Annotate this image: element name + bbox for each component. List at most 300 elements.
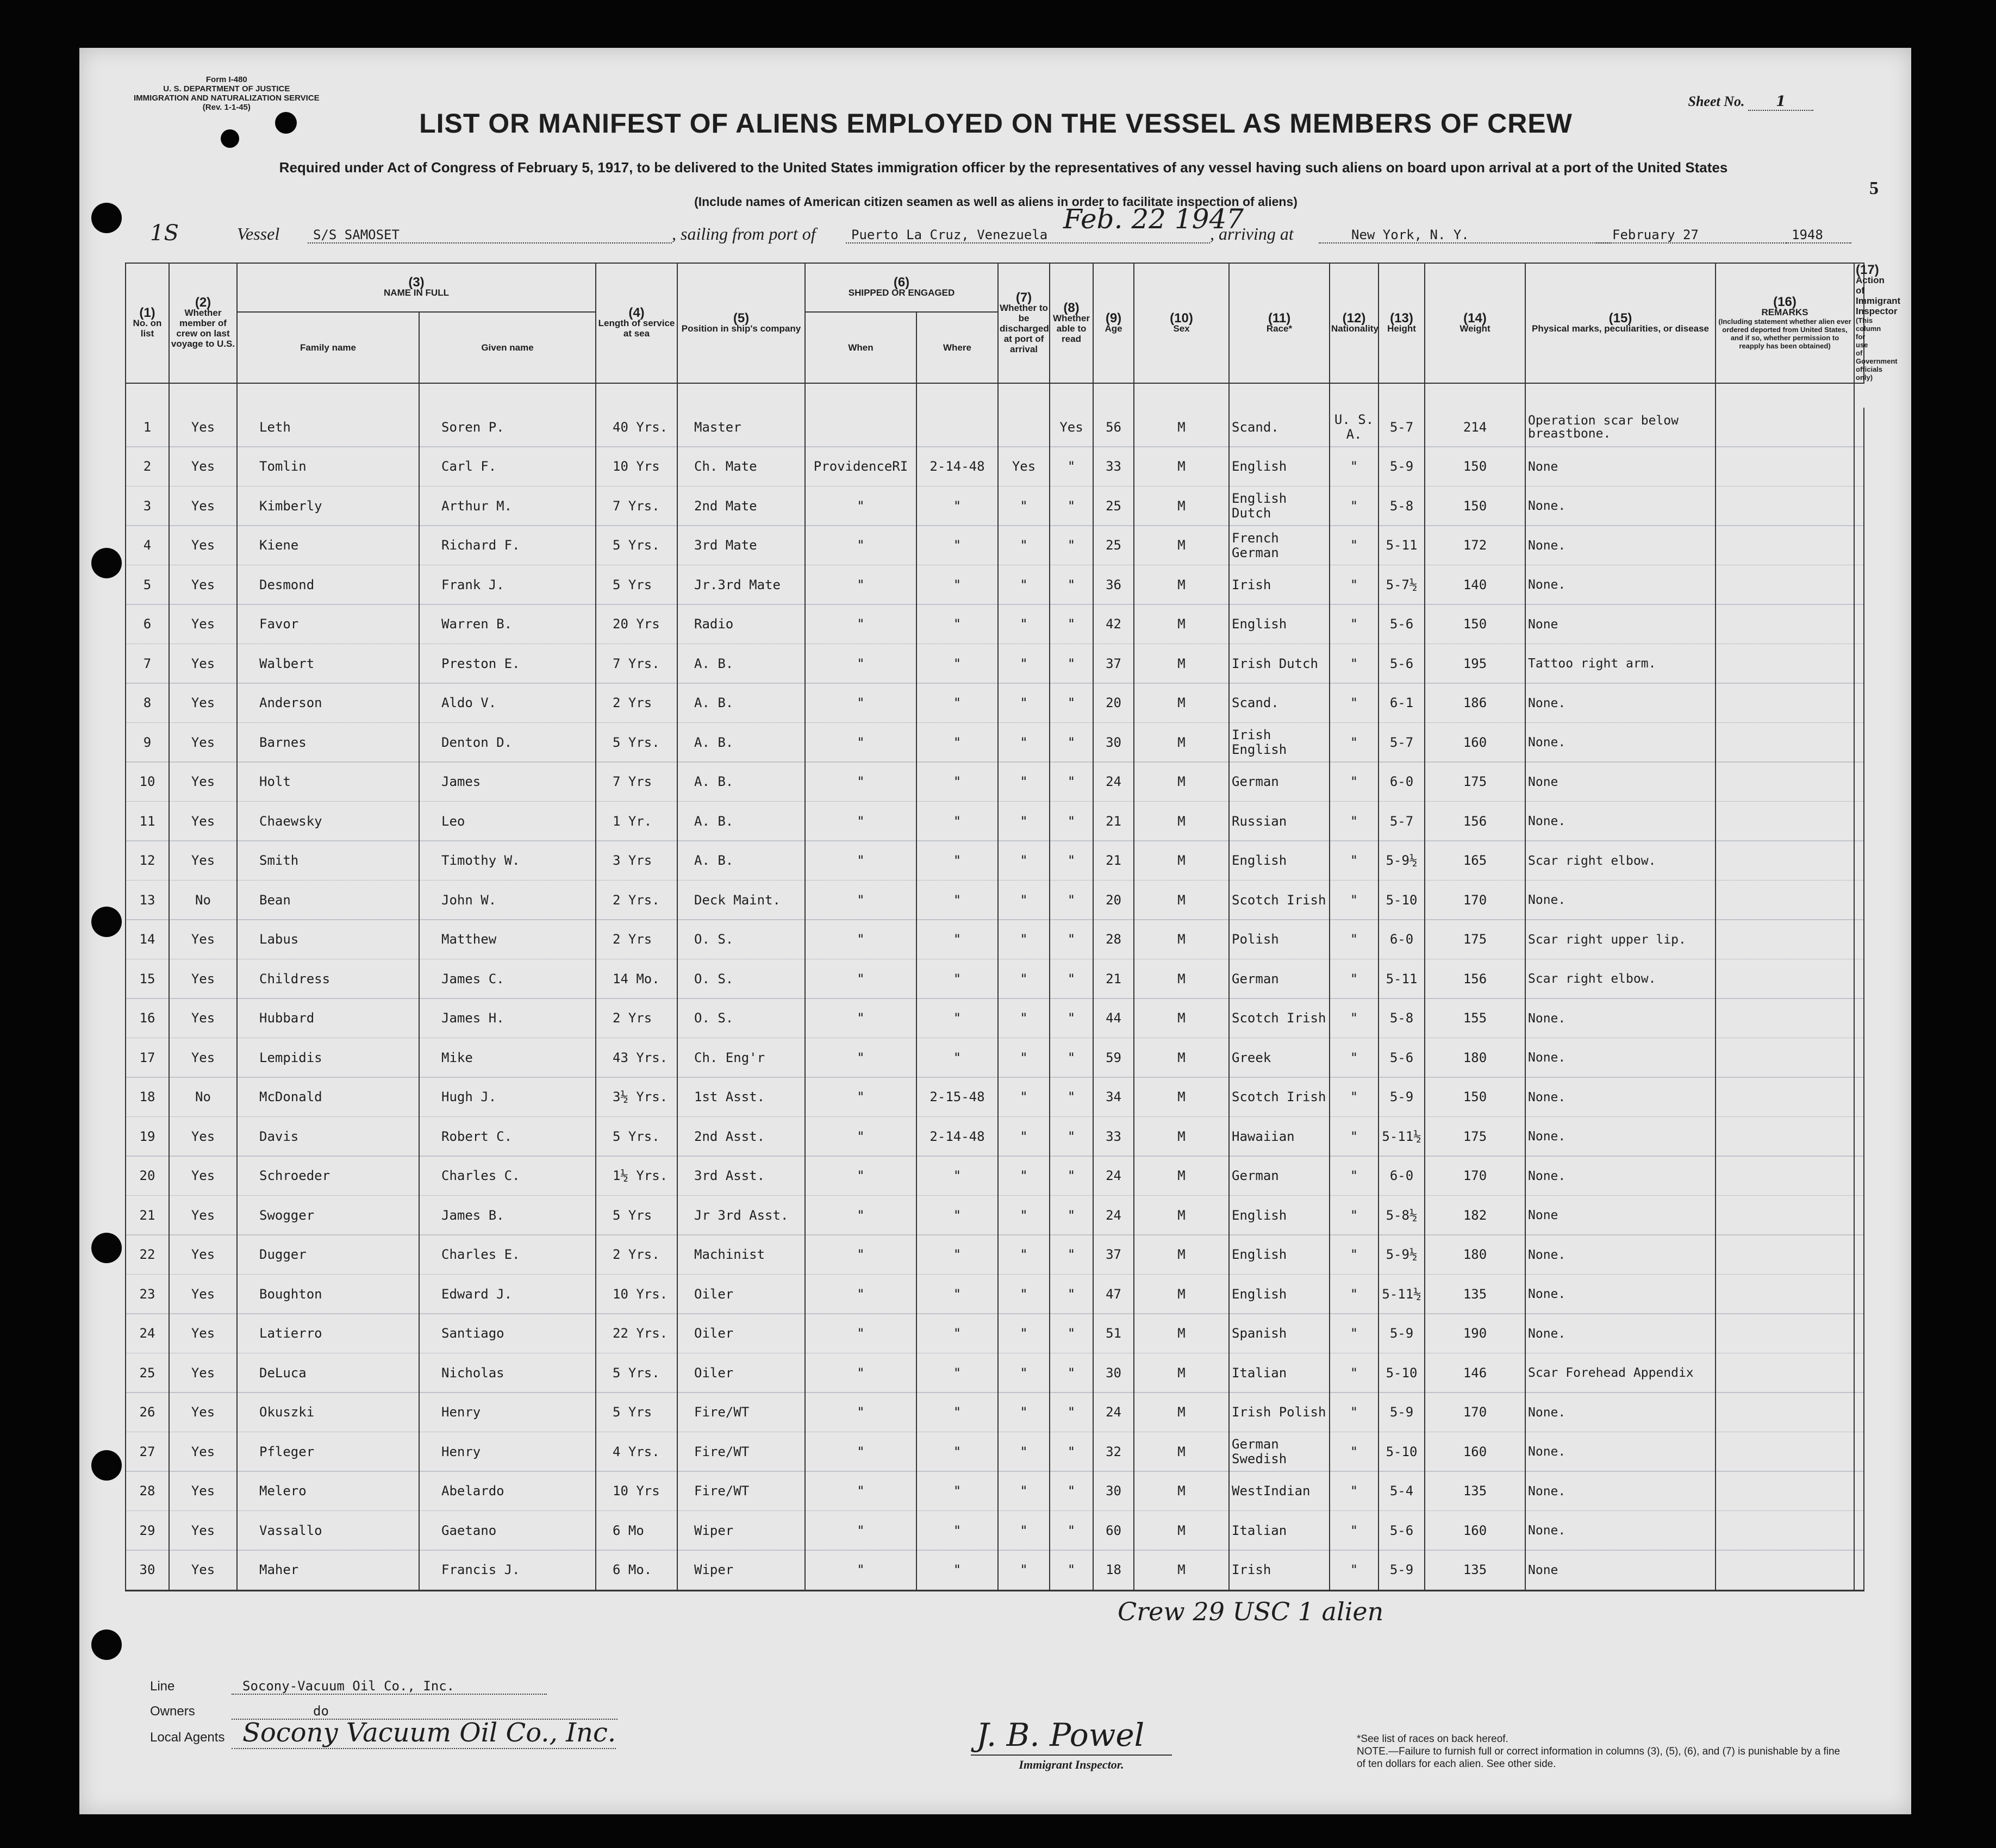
position-cell: Radio bbox=[677, 605, 805, 645]
position-cell: Oiler bbox=[677, 1314, 805, 1354]
nationality-cell: U. S. A. bbox=[1330, 408, 1379, 447]
to-be-discharged-cell: " bbox=[998, 1353, 1050, 1393]
able-to-read-cell: " bbox=[1050, 723, 1093, 763]
remarks-cell bbox=[1716, 486, 1854, 526]
age-cell: 24 bbox=[1093, 1157, 1134, 1196]
inspector-action-cell bbox=[1854, 841, 1864, 881]
punch-hole bbox=[91, 1630, 122, 1660]
sex-cell: M bbox=[1134, 1235, 1229, 1275]
race-cell: Hawaiian bbox=[1229, 1117, 1330, 1157]
height-cell: 5-10 bbox=[1379, 881, 1425, 920]
given-name-cell: James B. bbox=[419, 1196, 596, 1235]
table-row bbox=[126, 763, 1864, 802]
height-cell: 5-9½ bbox=[1379, 841, 1425, 881]
crew-manifest-table bbox=[125, 263, 1901, 1591]
able-to-read-cell: " bbox=[1050, 1432, 1093, 1472]
length-of-service-cell: 2 Yrs bbox=[596, 999, 677, 1039]
able-to-read-cell: " bbox=[1050, 1117, 1093, 1157]
position-cell: Jr 3rd Asst. bbox=[677, 1196, 805, 1235]
race-cell: Italian bbox=[1229, 1511, 1330, 1551]
position-cell: 1st Asst. bbox=[677, 1078, 805, 1117]
shipped-where-cell: " bbox=[916, 644, 998, 684]
line-label: Line bbox=[150, 1679, 175, 1694]
race-cell: English bbox=[1229, 1275, 1330, 1314]
sex-cell: M bbox=[1134, 1551, 1229, 1591]
col-header-remarks: (16) REMARKS (Including statement whether alien ever ordered deported from United States, and if so, whether permission to reapply has been obtained) bbox=[1716, 263, 1854, 383]
given-name-cell: Henry bbox=[419, 1393, 596, 1433]
col-header-race: (11) Race* bbox=[1229, 263, 1330, 383]
nationality-cell: " bbox=[1330, 959, 1379, 999]
height-cell: 5-8 bbox=[1379, 999, 1425, 1039]
shipped-when-cell: " bbox=[805, 605, 916, 645]
given-name-cell: Santiago bbox=[419, 1314, 596, 1354]
family-name-cell: Kiene bbox=[237, 526, 419, 566]
to-be-discharged-cell: " bbox=[998, 920, 1050, 960]
last-voyage-cell: Yes bbox=[169, 408, 237, 447]
position-cell: A. B. bbox=[677, 723, 805, 763]
col-header-sex: (10) Sex bbox=[1134, 263, 1229, 383]
physical-marks-cell: None. bbox=[1525, 565, 1716, 605]
weight-cell: 140 bbox=[1425, 565, 1525, 605]
position-cell: 2nd Asst. bbox=[677, 1117, 805, 1157]
shipped-when-cell: " bbox=[805, 802, 916, 841]
position-cell: Wiper bbox=[677, 1551, 805, 1591]
table-row bbox=[126, 1196, 1864, 1235]
length-of-service-cell: 2 Yrs bbox=[596, 684, 677, 723]
physical-marks-cell: None bbox=[1525, 605, 1716, 645]
row-number-cell: 28 bbox=[126, 1472, 169, 1512]
remarks-cell bbox=[1716, 841, 1854, 881]
shipped-when-cell: " bbox=[805, 1393, 916, 1433]
age-cell: 37 bbox=[1093, 644, 1134, 684]
col-header-marks: (15) Physical marks, peculiarities, or disease bbox=[1525, 263, 1716, 383]
shipped-when-cell: " bbox=[805, 1275, 916, 1314]
sex-cell: M bbox=[1134, 605, 1229, 645]
able-to-read-cell: " bbox=[1050, 841, 1093, 881]
given-name-cell: Richard F. bbox=[419, 526, 596, 566]
age-cell: 42 bbox=[1093, 605, 1134, 645]
shipped-when-cell: " bbox=[805, 1157, 916, 1196]
table-row bbox=[126, 447, 1864, 487]
able-to-read-cell: " bbox=[1050, 959, 1093, 999]
table-row bbox=[126, 1432, 1864, 1472]
row-number-cell: 17 bbox=[126, 1038, 169, 1078]
inspector-action-cell bbox=[1854, 644, 1864, 684]
last-voyage-cell: Yes bbox=[169, 1472, 237, 1512]
punch-hole bbox=[91, 1233, 122, 1263]
weight-cell: 160 bbox=[1425, 1432, 1525, 1472]
height-cell: 5-7 bbox=[1379, 408, 1425, 447]
shipped-when-cell: " bbox=[805, 1551, 916, 1591]
weight-cell: 150 bbox=[1425, 1078, 1525, 1117]
able-to-read-cell: " bbox=[1050, 1551, 1093, 1591]
weight-cell: 156 bbox=[1425, 959, 1525, 999]
position-cell: Oiler bbox=[677, 1275, 805, 1314]
to-be-discharged-cell: " bbox=[998, 802, 1050, 841]
able-to-read-cell: " bbox=[1050, 605, 1093, 645]
table-row bbox=[126, 1511, 1864, 1551]
race-cell: English bbox=[1229, 1235, 1330, 1275]
physical-marks-cell: Scar right upper lip. bbox=[1525, 920, 1716, 960]
age-cell: 24 bbox=[1093, 763, 1134, 802]
age-cell: 59 bbox=[1093, 1038, 1134, 1078]
sex-cell: M bbox=[1134, 486, 1229, 526]
weight-cell: 155 bbox=[1425, 999, 1525, 1039]
nationality-cell: " bbox=[1330, 1472, 1379, 1512]
last-voyage-cell: Yes bbox=[169, 1314, 237, 1354]
last-voyage-cell: Yes bbox=[169, 447, 237, 487]
last-voyage-cell: Yes bbox=[169, 565, 237, 605]
to-be-discharged-cell: " bbox=[998, 605, 1050, 645]
sex-cell: M bbox=[1134, 881, 1229, 920]
position-cell: 3rd Asst. bbox=[677, 1157, 805, 1196]
last-voyage-cell: Yes bbox=[169, 526, 237, 566]
family-name-cell: Davis bbox=[237, 1117, 419, 1157]
sex-cell: M bbox=[1134, 802, 1229, 841]
race-cell: English bbox=[1229, 605, 1330, 645]
given-name-cell: James bbox=[419, 763, 596, 802]
physical-marks-cell: Scar right elbow. bbox=[1525, 841, 1716, 881]
row-number-cell: 22 bbox=[126, 1235, 169, 1275]
race-cell: English bbox=[1229, 447, 1330, 487]
physical-marks-cell: None bbox=[1525, 763, 1716, 802]
table-row bbox=[126, 644, 1864, 684]
physical-marks-cell: Scar right elbow. bbox=[1525, 959, 1716, 999]
page-number: 5 bbox=[1869, 178, 1879, 198]
sex-cell: M bbox=[1134, 1432, 1229, 1472]
family-name-cell: Boughton bbox=[237, 1275, 419, 1314]
remarks-cell bbox=[1716, 1353, 1854, 1393]
inspector-action-cell bbox=[1854, 959, 1864, 999]
col-header-when: When bbox=[805, 312, 916, 383]
nationality-cell: " bbox=[1330, 447, 1379, 487]
to-be-discharged-cell: " bbox=[998, 1078, 1050, 1117]
sex-cell: M bbox=[1134, 1196, 1229, 1235]
handwritten-date: Feb. 22 1947 bbox=[1063, 203, 1244, 235]
shipped-when-cell: ProvidenceRI bbox=[805, 447, 916, 487]
col-header-read: (8) Whether able to read bbox=[1050, 263, 1093, 383]
height-cell: 5-6 bbox=[1379, 1511, 1425, 1551]
inspector-action-cell bbox=[1854, 1551, 1864, 1591]
height-cell: 5-9 bbox=[1379, 1078, 1425, 1117]
age-cell: 25 bbox=[1093, 526, 1134, 566]
row-number-cell: 10 bbox=[126, 763, 169, 802]
able-to-read-cell: " bbox=[1050, 684, 1093, 723]
remarks-cell bbox=[1716, 723, 1854, 763]
row-number-cell: 26 bbox=[126, 1393, 169, 1433]
nationality-cell: " bbox=[1330, 644, 1379, 684]
height-cell: 5-6 bbox=[1379, 644, 1425, 684]
able-to-read-cell: " bbox=[1050, 763, 1093, 802]
race-cell: English bbox=[1229, 1196, 1330, 1235]
remarks-cell bbox=[1716, 959, 1854, 999]
height-cell: 5-8 bbox=[1379, 486, 1425, 526]
weight-cell: 182 bbox=[1425, 1196, 1525, 1235]
race-cell: Polish bbox=[1229, 920, 1330, 960]
vessel-mark: 1S bbox=[150, 221, 179, 246]
given-name-cell: Matthew bbox=[419, 920, 596, 960]
row-number-cell: 8 bbox=[126, 684, 169, 723]
position-cell: 3rd Mate bbox=[677, 526, 805, 566]
to-be-discharged-cell: " bbox=[998, 999, 1050, 1039]
race-cell: German Swedish bbox=[1229, 1432, 1330, 1472]
to-be-discharged-cell: " bbox=[998, 1157, 1050, 1196]
family-name-cell: Bean bbox=[237, 881, 419, 920]
race-cell: Scotch Irish bbox=[1229, 999, 1330, 1039]
shipped-where-cell: " bbox=[916, 841, 998, 881]
shipped-where-cell bbox=[916, 408, 998, 447]
owners-value: do bbox=[232, 1703, 617, 1720]
sheet-number-value: 1 bbox=[1748, 93, 1813, 111]
weight-cell: 175 bbox=[1425, 1117, 1525, 1157]
last-voyage-cell: Yes bbox=[169, 920, 237, 960]
nationality-cell: " bbox=[1330, 486, 1379, 526]
footnotes bbox=[1357, 1733, 1846, 1770]
arrival-year: 1948 bbox=[1786, 227, 1851, 244]
age-cell: 25 bbox=[1093, 486, 1134, 526]
able-to-read-cell: " bbox=[1050, 999, 1093, 1039]
family-name-cell: Holt bbox=[237, 763, 419, 802]
position-cell: Jr.3rd Mate bbox=[677, 565, 805, 605]
to-be-discharged-cell: " bbox=[998, 723, 1050, 763]
form-number: Form I-480 bbox=[205, 75, 247, 84]
last-voyage-cell: Yes bbox=[169, 1393, 237, 1433]
row-number-cell: 15 bbox=[126, 959, 169, 999]
inspector-action-cell bbox=[1854, 605, 1864, 645]
to-be-discharged-cell: " bbox=[998, 1314, 1050, 1354]
agents-value: Socony Vacuum Oil Co., Inc. bbox=[232, 1718, 616, 1749]
position-cell: O. S. bbox=[677, 999, 805, 1039]
length-of-service-cell: 5 Yrs. bbox=[596, 1353, 677, 1393]
last-voyage-cell: No bbox=[169, 881, 237, 920]
to-be-discharged-cell: " bbox=[998, 1275, 1050, 1314]
table-row bbox=[126, 920, 1864, 960]
given-name-cell: Preston E. bbox=[419, 644, 596, 684]
age-cell: 33 bbox=[1093, 447, 1134, 487]
physical-marks-cell: None. bbox=[1525, 1235, 1716, 1275]
able-to-read-cell: " bbox=[1050, 1235, 1093, 1275]
inspector-action-cell bbox=[1854, 1196, 1864, 1235]
weight-cell: 135 bbox=[1425, 1472, 1525, 1512]
table-row bbox=[126, 1038, 1864, 1078]
race-cell: Irish Polish bbox=[1229, 1393, 1330, 1433]
age-cell: 36 bbox=[1093, 565, 1134, 605]
race-cell: Scand. bbox=[1229, 408, 1330, 447]
physical-marks-cell: None. bbox=[1525, 1038, 1716, 1078]
family-name-cell: Pfleger bbox=[237, 1432, 419, 1472]
sex-cell: M bbox=[1134, 684, 1229, 723]
length-of-service-cell: 40 Yrs. bbox=[596, 408, 677, 447]
col-header-age: (9) Age bbox=[1093, 263, 1134, 383]
able-to-read-cell: " bbox=[1050, 802, 1093, 841]
nationality-cell: " bbox=[1330, 841, 1379, 881]
given-name-cell: Leo bbox=[419, 802, 596, 841]
inspector-action-cell bbox=[1854, 565, 1864, 605]
length-of-service-cell: 2 Yrs bbox=[596, 920, 677, 960]
able-to-read-cell: " bbox=[1050, 447, 1093, 487]
able-to-read-cell: Yes bbox=[1050, 408, 1093, 447]
family-name-cell: Maher bbox=[237, 1551, 419, 1591]
remarks-cell bbox=[1716, 1235, 1854, 1275]
revision: (Rev. 1-1-45) bbox=[202, 103, 251, 112]
col-header-position: (5) Position in ship's company bbox=[677, 263, 805, 383]
handwritten-crew-note: Crew 29 USC 1 alien bbox=[1118, 1597, 1384, 1626]
height-cell: 5-9 bbox=[1379, 447, 1425, 487]
shipped-where-cell: 2-15-48 bbox=[916, 1078, 998, 1117]
shipped-where-cell: " bbox=[916, 1235, 998, 1275]
age-cell: 47 bbox=[1093, 1275, 1134, 1314]
shipped-when-cell: " bbox=[805, 920, 916, 960]
given-name-cell: Mike bbox=[419, 1038, 596, 1078]
col-header-weight: (14) Weight bbox=[1425, 263, 1525, 383]
shipped-when-cell: " bbox=[805, 486, 916, 526]
age-cell: 34 bbox=[1093, 1078, 1134, 1117]
to-be-discharged-cell: " bbox=[998, 1235, 1050, 1275]
nationality-cell: " bbox=[1330, 1275, 1379, 1314]
age-cell: 24 bbox=[1093, 1196, 1134, 1235]
remarks-cell bbox=[1716, 1038, 1854, 1078]
to-be-discharged-cell: " bbox=[998, 486, 1050, 526]
shipped-when-cell: " bbox=[805, 1511, 916, 1551]
nationality-cell: " bbox=[1330, 1314, 1379, 1354]
physical-marks-cell: None bbox=[1525, 447, 1716, 487]
inspector-label: Immigrant Inspector. bbox=[971, 1755, 1172, 1772]
position-cell: Oiler bbox=[677, 1353, 805, 1393]
weight-cell: 180 bbox=[1425, 1038, 1525, 1078]
header-gap-row bbox=[126, 383, 1864, 408]
last-voyage-cell: Yes bbox=[169, 841, 237, 881]
inspector-action-cell bbox=[1854, 408, 1864, 447]
race-cell: Greek bbox=[1229, 1038, 1330, 1078]
sex-cell: M bbox=[1134, 999, 1229, 1039]
weight-cell: 165 bbox=[1425, 841, 1525, 881]
nationality-cell: " bbox=[1330, 763, 1379, 802]
sex-cell: M bbox=[1134, 1393, 1229, 1433]
row-number-cell: 27 bbox=[126, 1432, 169, 1472]
nationality-cell: " bbox=[1330, 802, 1379, 841]
row-number-cell: 18 bbox=[126, 1078, 169, 1117]
table-row bbox=[126, 684, 1864, 723]
to-be-discharged-cell: " bbox=[998, 959, 1050, 999]
length-of-service-cell: 7 Yrs. bbox=[596, 486, 677, 526]
remarks-cell bbox=[1716, 526, 1854, 566]
given-name-cell: Arthur M. bbox=[419, 486, 596, 526]
service: IMMIGRATION AND NATURALIZATION SERVICE bbox=[134, 93, 320, 103]
shipped-where-cell: " bbox=[916, 1157, 998, 1196]
shipped-where-cell: " bbox=[916, 999, 998, 1039]
punch-hole bbox=[91, 1450, 122, 1481]
col-header-height: (13) Height bbox=[1379, 263, 1425, 383]
weight-cell: 175 bbox=[1425, 763, 1525, 802]
weight-cell: 214 bbox=[1425, 408, 1525, 447]
to-be-discharged-cell: " bbox=[998, 1117, 1050, 1157]
footer-block bbox=[150, 1678, 617, 1753]
inspector-action-cell bbox=[1854, 1353, 1864, 1393]
last-voyage-cell: Yes bbox=[169, 1038, 237, 1078]
race-cell: English bbox=[1229, 841, 1330, 881]
family-name-cell: DeLuca bbox=[237, 1353, 419, 1393]
shipped-when-cell: " bbox=[805, 1432, 916, 1472]
physical-marks-cell: None. bbox=[1525, 802, 1716, 841]
length-of-service-cell: 20 Yrs bbox=[596, 605, 677, 645]
sheet-label: Sheet No. bbox=[1688, 93, 1745, 109]
shipped-where-cell: " bbox=[916, 1511, 998, 1551]
able-to-read-cell: " bbox=[1050, 486, 1093, 526]
last-voyage-cell: Yes bbox=[169, 1235, 237, 1275]
age-cell: 18 bbox=[1093, 1551, 1134, 1591]
family-name-cell: Chaewsky bbox=[237, 802, 419, 841]
row-number-cell: 12 bbox=[126, 841, 169, 881]
nationality-cell: " bbox=[1330, 526, 1379, 566]
inspector-action-cell bbox=[1854, 881, 1864, 920]
remarks-cell bbox=[1716, 1432, 1854, 1472]
row-number-cell: 25 bbox=[126, 1353, 169, 1393]
length-of-service-cell: 1½ Yrs. bbox=[596, 1157, 677, 1196]
crew-table-body bbox=[126, 383, 1864, 1591]
inspector-action-cell bbox=[1854, 1038, 1864, 1078]
row-number-cell: 9 bbox=[126, 723, 169, 763]
age-cell: 30 bbox=[1093, 723, 1134, 763]
col-header-family-name: Family name bbox=[237, 312, 419, 383]
height-cell: 5-10 bbox=[1379, 1432, 1425, 1472]
row-number-cell: 2 bbox=[126, 447, 169, 487]
shipped-where-cell: 2-14-48 bbox=[916, 447, 998, 487]
physical-marks-cell: None bbox=[1525, 1196, 1716, 1235]
row-number-cell: 1 bbox=[126, 408, 169, 447]
line-value: Socony-Vacuum Oil Co., Inc. bbox=[232, 1678, 547, 1695]
nationality-cell: " bbox=[1330, 1038, 1379, 1078]
weight-cell: 170 bbox=[1425, 1157, 1525, 1196]
able-to-read-cell: " bbox=[1050, 1038, 1093, 1078]
shipped-where-cell: " bbox=[916, 959, 998, 999]
height-cell: 5-8½ bbox=[1379, 1196, 1425, 1235]
shipped-where-cell: " bbox=[916, 1353, 998, 1393]
to-be-discharged-cell: " bbox=[998, 1472, 1050, 1512]
remarks-cell bbox=[1716, 1511, 1854, 1551]
shipped-when-cell: " bbox=[805, 1353, 916, 1393]
shipped-where-cell: " bbox=[916, 486, 998, 526]
given-name-cell: Frank J. bbox=[419, 565, 596, 605]
physical-marks-cell: None. bbox=[1525, 486, 1716, 526]
shipped-when-cell: " bbox=[805, 526, 916, 566]
penalty-note: NOTE.—Failure to furnish full or correct information in columns (3), (5), (6), and (7) is punishable by a fine of ten dollars for each alien. See other side. bbox=[1357, 1746, 1841, 1770]
physical-marks-cell: Tattoo right arm. bbox=[1525, 644, 1716, 684]
able-to-read-cell: " bbox=[1050, 1196, 1093, 1235]
able-to-read-cell: " bbox=[1050, 1275, 1093, 1314]
position-cell: Deck Maint. bbox=[677, 881, 805, 920]
last-voyage-cell: Yes bbox=[169, 1196, 237, 1235]
length-of-service-cell: 10 Yrs bbox=[596, 1472, 677, 1512]
last-voyage-cell: Yes bbox=[169, 684, 237, 723]
shipped-when-cell: " bbox=[805, 1196, 916, 1235]
shipped-where-cell: 2-14-48 bbox=[916, 1117, 998, 1157]
shipped-when-cell: " bbox=[805, 999, 916, 1039]
length-of-service-cell: 7 Yrs bbox=[596, 763, 677, 802]
last-voyage-cell: Yes bbox=[169, 1551, 237, 1591]
family-name-cell: Latierro bbox=[237, 1314, 419, 1354]
inspector-action-cell bbox=[1854, 486, 1864, 526]
sex-cell: M bbox=[1134, 1117, 1229, 1157]
length-of-service-cell: 4 Yrs. bbox=[596, 1432, 677, 1472]
inclusion-note: (Include names of American citizen seamen as well as aliens in order to facilitate inspection of aliens) bbox=[694, 195, 1298, 209]
table-row bbox=[126, 1393, 1864, 1433]
nationality-cell: " bbox=[1330, 920, 1379, 960]
last-voyage-cell: Yes bbox=[169, 802, 237, 841]
shipped-when-cell: " bbox=[805, 1314, 916, 1354]
age-cell: 21 bbox=[1093, 802, 1134, 841]
nationality-cell: " bbox=[1330, 723, 1379, 763]
family-name-cell: Hubbard bbox=[237, 999, 419, 1039]
